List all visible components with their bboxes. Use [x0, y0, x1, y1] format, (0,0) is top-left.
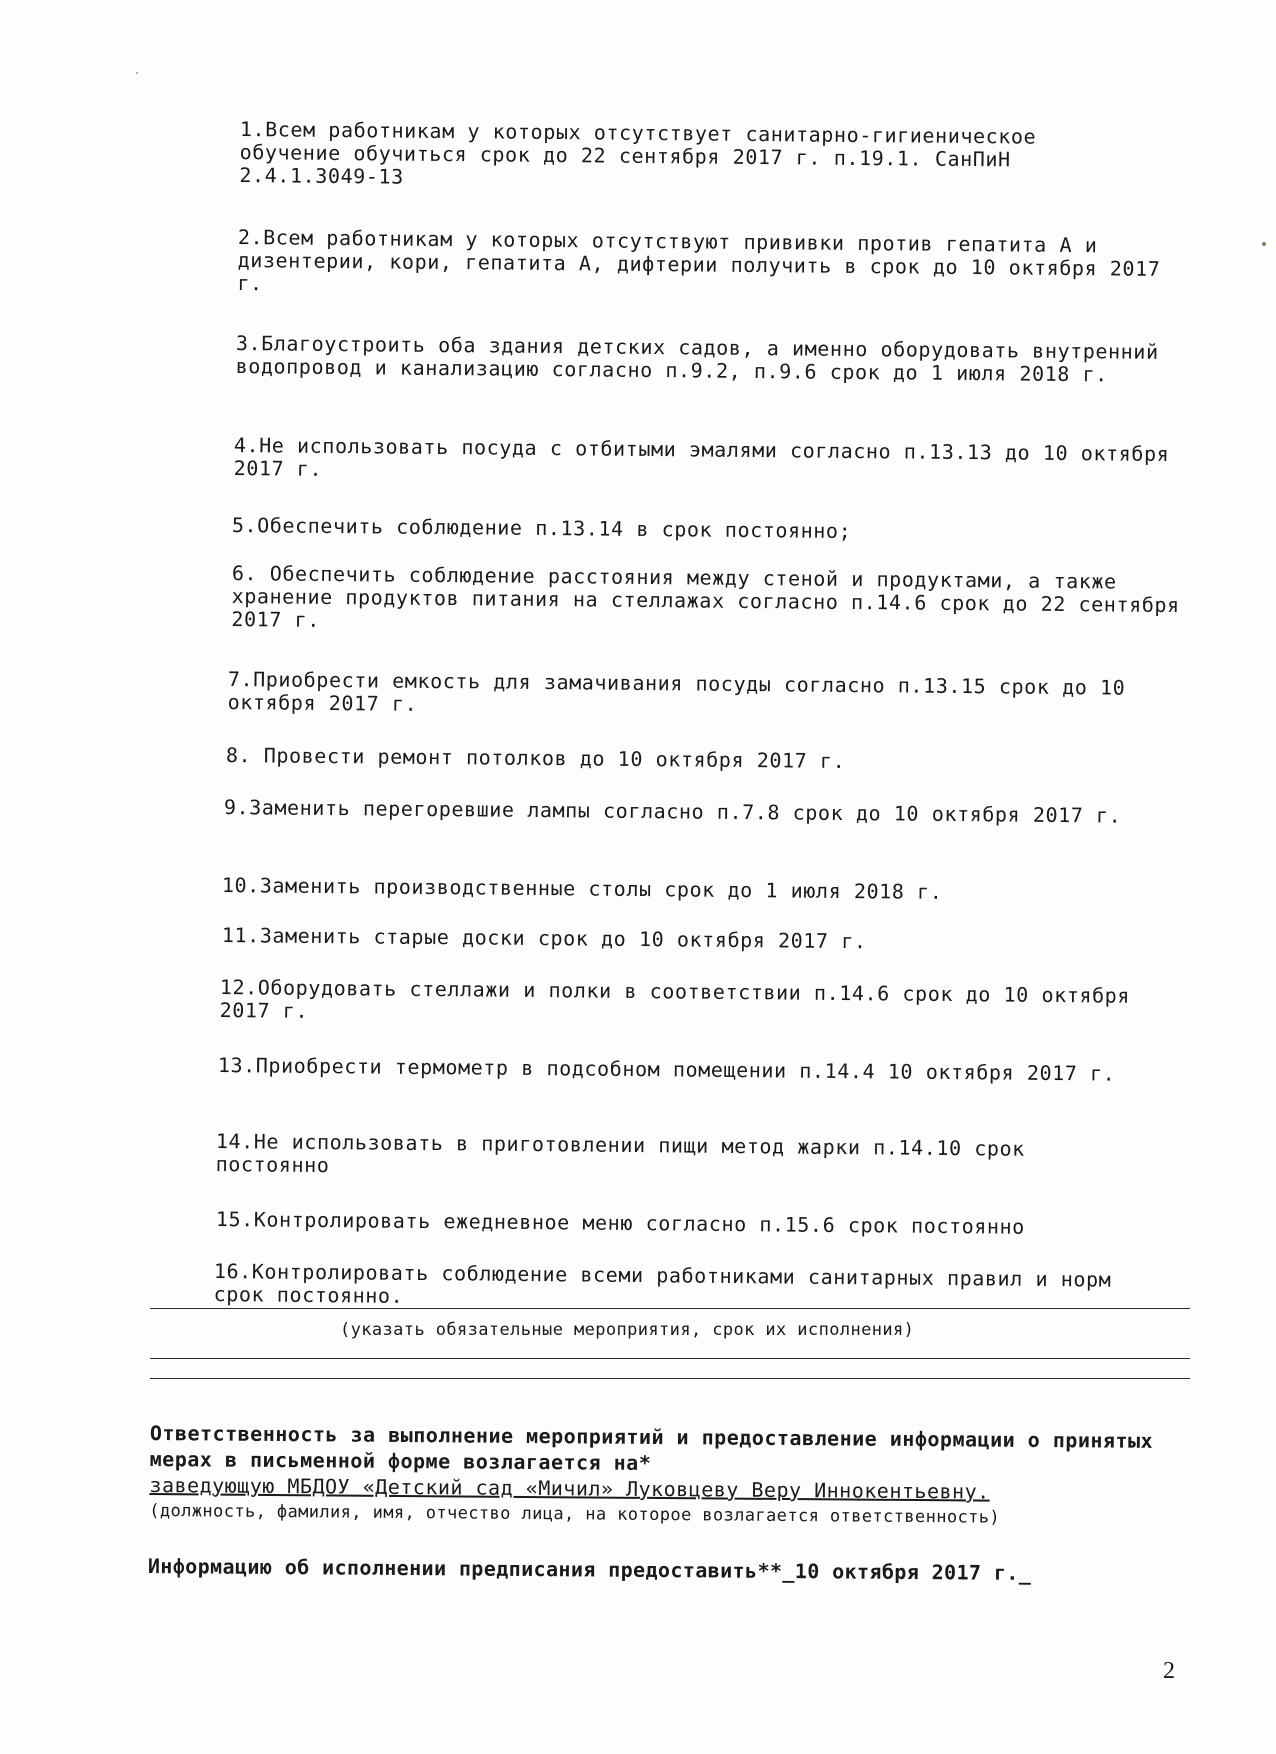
list-item: 8. Провести ремонт потолков до 10 октября 2017 г. — [225, 743, 846, 773]
measures-line-3 — [150, 1378, 1190, 1379]
measures-line-2 — [150, 1358, 1190, 1359]
list-item: 5.Обеспечить соблюдение п.13.14 в срок постоянно; — [231, 513, 852, 543]
scan-speck — [1262, 242, 1266, 246]
list-item: 3.Благоустроить оба здания детских садов, а именно оборудовать внутренний водопровод и канализацию согласно п.9.2, п.9.6 срок до 1 июля 2018 г. — [235, 331, 1172, 387]
list-item: 10.Заменить производственные столы срок до 1 июля 2018 г. — [221, 873, 943, 904]
list-item: 16.Контролировать соблюдение всеми работниками санитарных правил и норм срок постоянно. — [213, 1259, 1125, 1308]
list-item: 7.Приобрести емкость для замачивания посуды согласно п.13.15 срок до 10 октября 2017 г. — [227, 667, 1139, 716]
measures-line — [150, 1308, 1190, 1309]
responsibility-caption: (должность, фамилия, имя, отчество лица, на которое возлагается ответственность) — [149, 1500, 1001, 1528]
list-item: 2.Всем работникам у которых отсутствуют прививки против гепатита А и дизентерии, кори, гепатита А, дифтерии получить в срок до 10 октября 2017 г. — [237, 225, 1174, 296]
list-item: 14.Не использовать в приготовлении пищи метод жарки п.14.10 срок постоянно — [215, 1129, 1038, 1178]
list-item: 6. Обеспечить соблюдение расстояния между стеной и продуктами, а также хранение продуктов питания на стеллажах согласно п.14.6 срок до 22 сентября 2017 г. — [231, 561, 1193, 632]
responsibility-heading: Ответственность за выполнение мероприятий и предоставление информации о принятых мерах в письменной форме возлагается на* — [149, 1421, 1154, 1475]
info-deadline: Информацию об исполнении предписания предоставить**_10 октября 2017 г._ — [147, 1554, 1032, 1585]
scan-speck — [136, 72, 138, 74]
list-item: 4.Не использовать посуда с отбитыми эмалями согласно п.13.13 до 10 октября 2017 г. — [233, 433, 1183, 481]
list-item: 1.Всем работникам у которых отсутствует санитарно-гигиеническое обучение обучиться срок до 22 сентября 2017 г. п.19.1. СанПиН 2.4.1.3049-13 — [239, 117, 1050, 189]
list-item: 12.Оборудовать стеллажи и полки в соответствии п.14.6 срок до 10 октября 2017 г. — [219, 975, 1143, 1023]
list-item: 11.Заменить старые доски срок до 10 октября 2017 г. — [221, 923, 867, 954]
responsible-person: заведующую МБДОУ «Детский сад «Мичил» Луковцеву Веру Иннокентьевну. — [149, 1472, 990, 1504]
responsibility-block — [149, 1420, 1190, 1532]
list-item: 9.Заменить перегоревшие лампы согласно п.7.8 срок до 10 октября 2017 г. — [223, 795, 1122, 828]
page-number: 2 — [1163, 1658, 1175, 1684]
list-item: 13.Приобрести термометр в подсобном помещении п.14.4 10 октября 2017 г. — [217, 1053, 1116, 1086]
list-item: 15.Контролировать ежедневное меню согласно п.15.6 срок постоянно — [215, 1207, 1026, 1239]
measures-caption: (указать обязательные мероприятия, срок их исполнения) — [340, 1320, 915, 1340]
